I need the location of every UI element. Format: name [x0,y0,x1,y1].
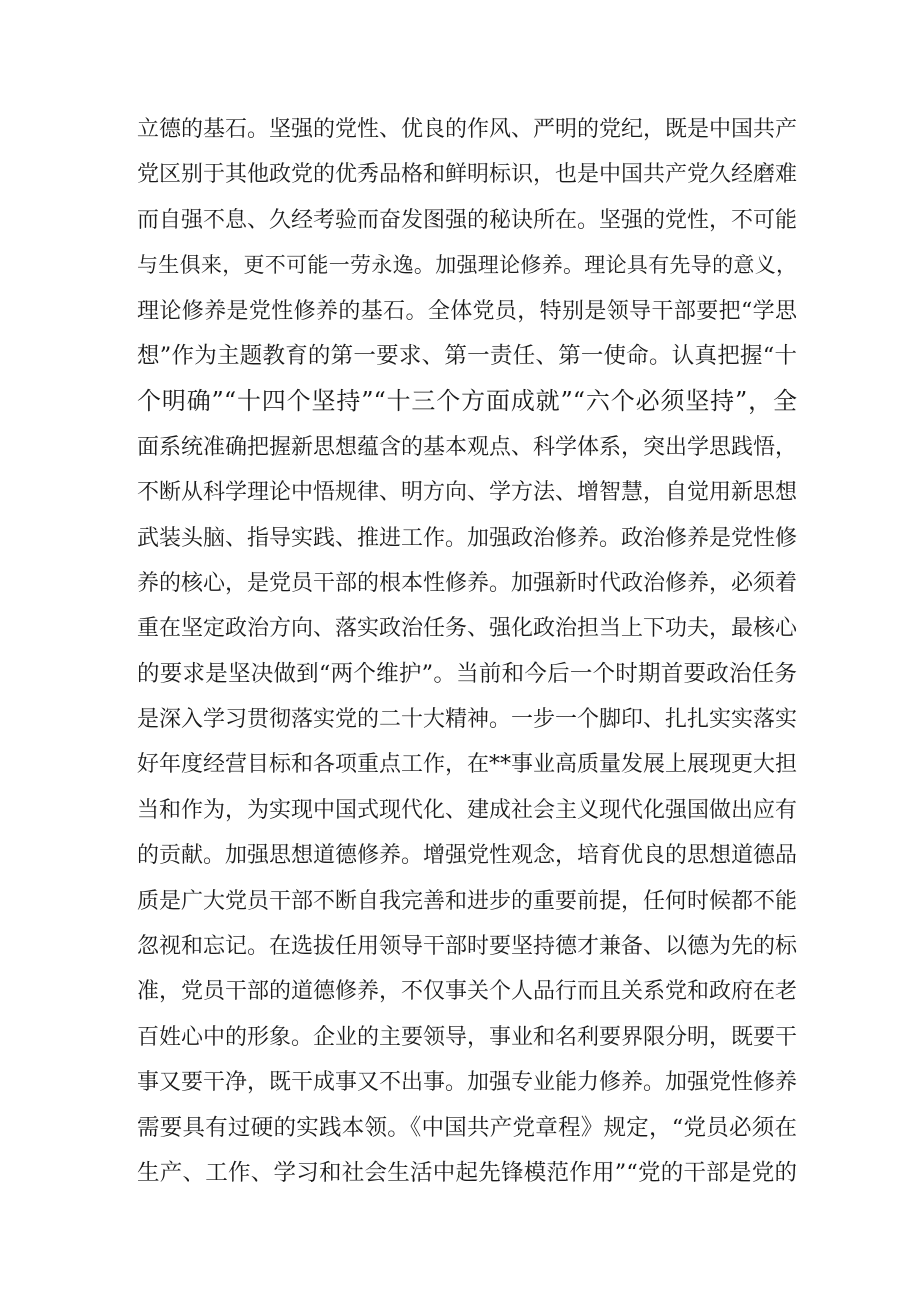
text-line: 生产、工作、学习和社会生活中起先锋模范作用”“党的干部是党的 [137,1159,797,1186]
text-line: 重在坚定政治方向、落实政治任务、强化政治担当上下功夫，最核心 [137,616,798,642]
text-line: 准，党员干部的道德修养，不仅事关个人品行而且关系党和政府在老 [137,979,798,1005]
text-line: 百姓心中的形象。企业的主要领导，事业和名利要界限分明，既要干 [137,1024,798,1050]
text-line: 当和作为，为实现中国式现代化、建成社会主义现代化强国做出应有 [137,797,798,823]
text-line: 党区别于其他政党的优秀品格和鲜明标识，也是中国共产党久经磨难 [137,162,798,188]
text-line: 的要求是坚决做到“两个维护”。当前和今后一个时期首要政治任务 [137,660,797,687]
text-line: 养的核心，是党员干部的根本性修养。加强新时代政治修养，必须着 [137,570,798,596]
text-line: 是深入学习贯彻落实党的二十大精神。一步一个脚印、扎扎实实落实 [137,707,798,733]
body-paragraph [137,107,797,1196]
text-line: 需要具有过硬的实践本领。《中国共产党章程》规定，“党员必须在 [137,1114,797,1141]
text-line: 事又要干净，既干成事又不出事。加强专业能力修养。加强党性修养 [137,1070,798,1096]
text-line: 理论修养是党性修养的基石。全体党员，特别是领导干部要把“学思 [137,298,797,324]
text-line: 武装头脑、指导实践、推进工作。加强政治修养。政治修养是党性修 [137,525,798,551]
text-line: 忽视和忘记。在选拔任用领导干部时要坚持德才兼备、以德为先的标 [137,934,798,960]
text-line: 不断从科学理论中悟规律、明方向、学方法、增智慧，自觉用新思想 [137,480,798,506]
text-line: 个明确”“十四个坚持”“十三个方面成就”“六个必须坚持”，全 [137,387,797,416]
text-line: 的贡献。加强思想道德修养。增强党性观念，培育优良的思想道德品 [137,843,798,869]
text-line: 质是广大党员干部不断自我完善和进步的重要前提，任何时候都不能 [137,888,798,914]
text-line: 立德的基石。坚强的党性、优良的作风、严明的党纪，既是中国共产 [137,117,798,142]
text-line: 想”作为主题教育的第一要求、第一责任、第一使命。认真把握“十 [137,342,797,369]
text-line: 好年度经营目标和各项重点工作，在**事业高质量发展上展现更大担 [137,752,798,778]
text-line: 面系统准确把握新思想蕴含的基本观点、科学体系，突出学思践悟， [137,434,798,460]
text-line: 与生俱来，更不可能一劳永逸。加强理论修养。理论具有先导的意义， [137,253,797,278]
text-line: 而自强不息、久经考验而奋发图强的秘诀所在。坚强的党性，不可能 [137,207,798,233]
